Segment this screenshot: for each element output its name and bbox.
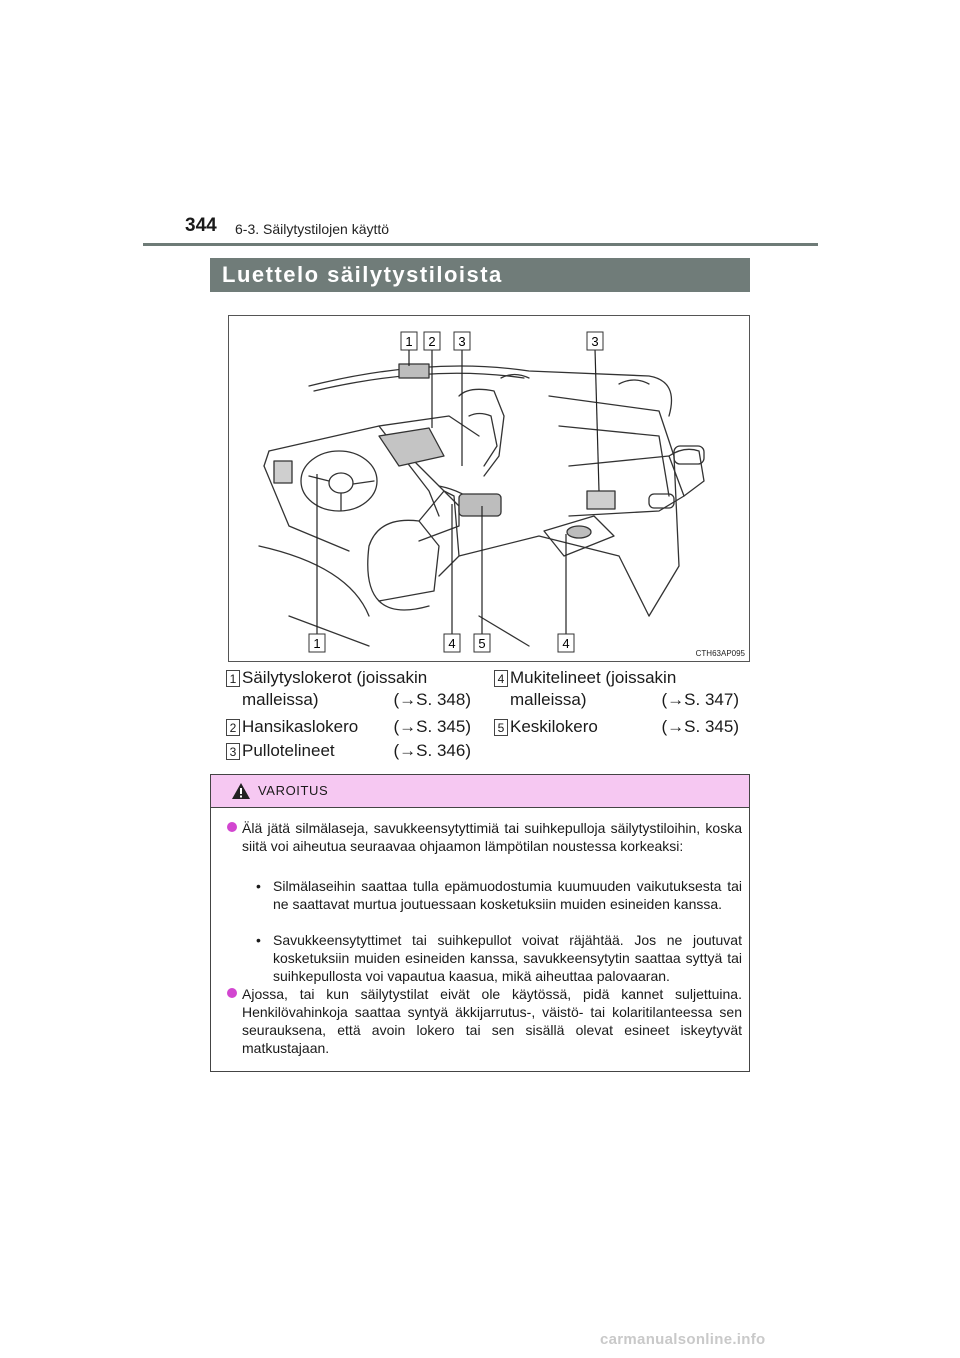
warning-header <box>211 775 749 808</box>
warning-label: VAROITUS <box>258 783 329 798</box>
warning-item-1-text: Älä jätä silmälaseja, savukkeensytyttimiä tai suihkepulloja säilytystiloihin, koska siitä voi aiheutua seuraavaa ohjaamon lämpötilan noustessa korkeaksi: <box>242 820 742 854</box>
callout-4-bottom: 4 <box>448 636 456 651</box>
legend-name: Keskilokero <box>510 717 598 736</box>
warning-triangle-icon <box>231 782 251 800</box>
legend-name-cont: malleissa) <box>510 690 587 709</box>
warning-item-2 <box>242 985 742 1057</box>
bullet-icon <box>227 822 237 832</box>
section-title: 6-3. Säilytystilojen käyttö <box>235 221 390 237</box>
warning-subitem-1-text: Silmälaseihin saattaa tulla epämuodostumia kuumuuden vaikutuksesta tai ne saattavat murtua joutuessaan kosketuksiin muiden esineiden kanssa. <box>273 878 742 912</box>
car-interior-illustration <box>229 316 749 661</box>
subitem-bullet: • <box>256 932 261 948</box>
callouts-top <box>401 332 603 350</box>
legend-item-5 <box>494 717 739 739</box>
warning-subitem-1 <box>254 877 742 913</box>
legend-ref: (→S. 348) <box>393 690 471 709</box>
legend-ref: (→S. 345) <box>661 717 739 736</box>
warning-item-1 <box>242 819 742 855</box>
legend-number: 3 <box>226 743 240 760</box>
car-interior-figure <box>228 315 750 662</box>
bullet-icon <box>227 988 237 998</box>
legend-name-cont: malleissa) <box>242 690 319 709</box>
callout-5-bottom: 5 <box>478 636 486 651</box>
warning-box <box>210 774 750 1072</box>
page-number: 344 <box>185 215 217 236</box>
legend-name: Hansikaslokero <box>242 717 359 736</box>
warning-subitem-2-text: Savukkeensytyttimet tai suihkepullot voivat räjähtää. Jos ne joutuvat kosketuksiin muiden esineiden kanssa, savukkeensytytin saattaa syttyä tai suihkepullosta voi vapautua kaasua, mikä aiheuttaa palovaaran. <box>273 932 742 984</box>
callout-1-bottom: 1 <box>313 636 321 651</box>
callout-2-top: 2 <box>428 334 436 349</box>
warning-item-2-text: Ajossa, tai kun säilytystilat eivät ole käytössä, pidä kannet suljettuina. Henkilövahinkoja saattaa syntyä äkkijarrutus-, väistö- tai kolaritilanteessa sen seurauksena, että avoin lokero tai sen sisällä olevat esineet iskeytyvät matkustajaan. <box>242 986 742 1056</box>
legend-item-4 <box>494 668 739 712</box>
callout-1-top: 1 <box>405 334 413 349</box>
legend-name: Mukitelineet (joissakin <box>510 668 677 687</box>
warning-subitem-2 <box>254 931 742 985</box>
legend-item-2 <box>226 717 471 739</box>
legend-ref: (→S. 345) <box>393 717 471 736</box>
legend-number: 1 <box>226 670 240 687</box>
callouts-bottom <box>309 634 574 652</box>
header-rule <box>143 243 818 246</box>
callout-3-top: 3 <box>458 334 466 349</box>
watermark-footer: carmanualsonline.info <box>600 1331 766 1348</box>
legend-ref: (→S. 347) <box>661 690 739 709</box>
legend-number: 4 <box>494 670 508 687</box>
legend-number: 5 <box>494 719 508 736</box>
callout-3-top-right: 3 <box>591 334 599 349</box>
legend-item-3 <box>226 741 471 763</box>
page-heading: Luettelo säilytystiloista <box>210 258 750 292</box>
legend-number: 2 <box>226 719 240 736</box>
figure-code: CTH63AP095 <box>695 649 745 658</box>
callout-4-bottom-right: 4 <box>562 636 570 651</box>
legend-name: Pullotelineet <box>242 741 335 760</box>
legend-ref: (→S. 346) <box>393 741 471 760</box>
subitem-bullet: • <box>256 878 261 894</box>
legend-item-1 <box>226 668 471 712</box>
legend-name: Säilytyslokerot (joissakin <box>242 668 428 687</box>
